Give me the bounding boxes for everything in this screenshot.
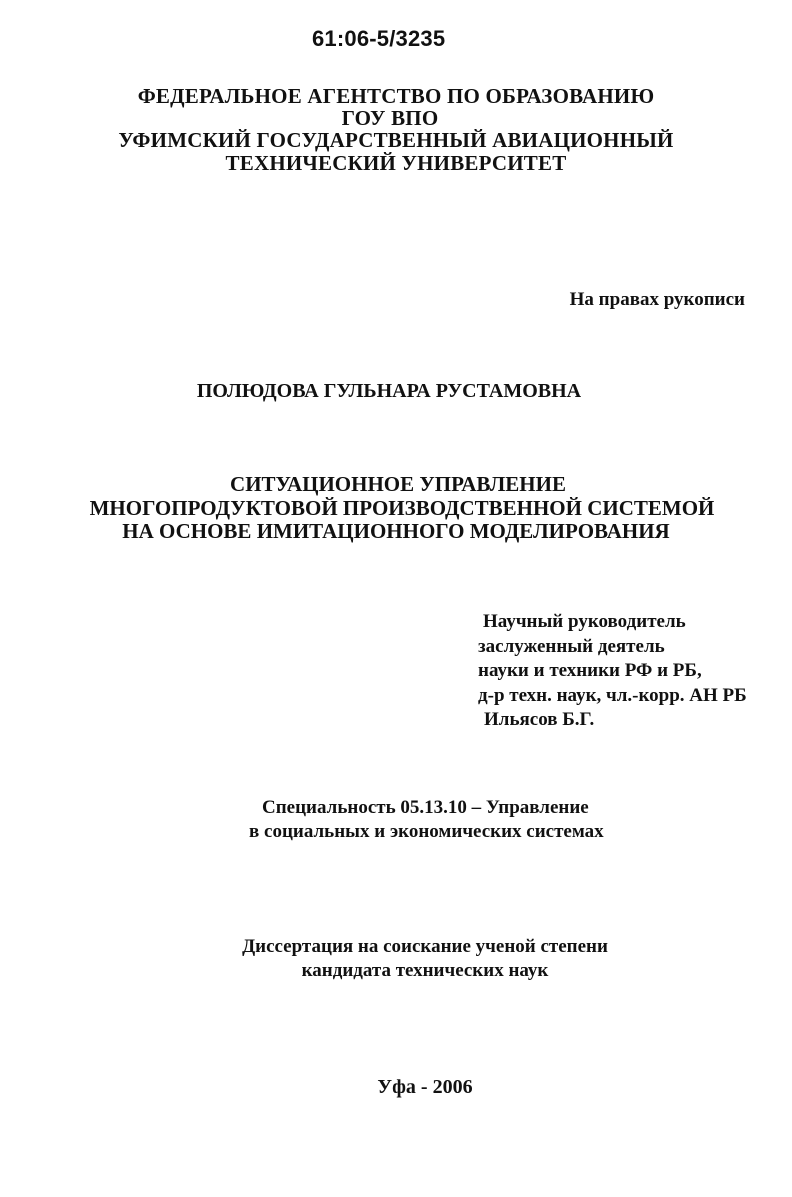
supervisor-line: науки и техники РФ и РБ, bbox=[478, 660, 702, 681]
institution-line: ГОУ ВПО bbox=[341, 106, 439, 130]
degree-line: Диссертация на соискание ученой степени bbox=[242, 936, 608, 957]
supervisor-line: Ильясов Б.Г. bbox=[484, 709, 595, 730]
institution-line: УФИМСКИЙ ГОСУДАРСТВЕННЫЙ АВИАЦИОННЫЙ bbox=[118, 128, 674, 152]
place-year: Уфа - 2006 bbox=[377, 1076, 473, 1098]
manuscript-rights-note: На правах рукописи bbox=[569, 289, 745, 310]
institution-line: ТЕХНИЧЕСКИЙ УНИВЕРСИТЕТ bbox=[225, 151, 567, 175]
author-name: ПОЛЮДОВА ГУЛЬНАРА РУСТАМОВНА bbox=[196, 380, 582, 402]
specialty-line: в социальных и экономических системах bbox=[249, 821, 604, 842]
title-line: МНОГОПРОДУКТОВОЙ ПРОИЗВОДСТВЕННОЙ СИСТЕМОЙ bbox=[89, 496, 715, 520]
title-line: НА ОСНОВЕ ИМИТАЦИОННОГО МОДЕЛИРОВАНИЯ bbox=[122, 519, 670, 543]
supervisor-line: Научный руководитель bbox=[483, 611, 686, 632]
title-line: СИТУАЦИОННОЕ УПРАВЛЕНИЕ bbox=[230, 472, 566, 496]
supervisor-line: заслуженный деятель bbox=[478, 636, 665, 657]
specialty-line: Специальность 05.13.10 – Управление bbox=[262, 797, 589, 818]
institution-line: ФЕДЕРАЛЬНОЕ АГЕНТСТВО ПО ОБРАЗОВАНИЮ bbox=[137, 84, 655, 108]
degree-line: кандидата технических наук bbox=[301, 960, 549, 981]
supervisor-line: д-р техн. наук, чл.-корр. АН РБ bbox=[478, 685, 747, 706]
catalog-number: 61:06-5/3235 bbox=[312, 26, 446, 51]
